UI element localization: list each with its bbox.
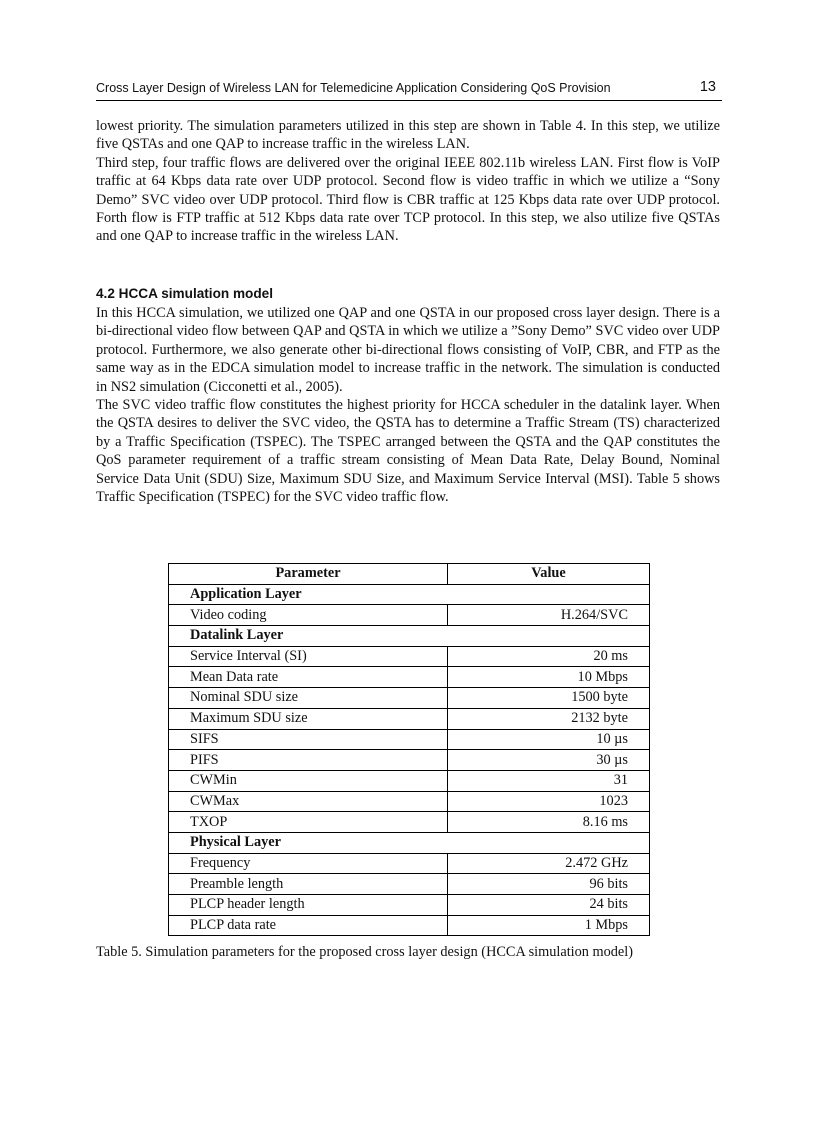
value-cell: 1023 [448, 791, 650, 812]
table-row [169, 853, 650, 874]
table-row [169, 646, 650, 667]
table-row [169, 874, 650, 895]
table-row [169, 708, 650, 729]
value-cell: 24 bits [448, 895, 650, 916]
section-body-text [96, 304, 720, 506]
value-cell: 30 µs [448, 750, 650, 771]
table-row [169, 750, 650, 771]
paragraph: In this HCCA simulation, we utilized one QAP and one QSTA in our proposed cross layer design. There is a bi-directional video flow between QAP and QSTA in which we utilize a ”Sony Demo” SVC video over UDP protocol. Furthermore, we also generate other bi-directional flows consisting of VoIP, CBR, and FTP as the same way as in the EDCA simulation model to increase traffic in the network. The simulation is conducted in NS2 simulation (Cicconetti et al., 2005). [96, 305, 720, 395]
parameter-cell: PLCP header length [169, 895, 448, 916]
value-cell: 96 bits [448, 874, 650, 895]
parameter-cell: Video coding [169, 605, 448, 626]
table-row [169, 729, 650, 750]
parameter-cell: SIFS [169, 729, 448, 750]
parameter-cell: Mean Data rate [169, 667, 448, 688]
table-row [169, 812, 650, 833]
table-row [169, 667, 650, 688]
parameter-cell: PLCP data rate [169, 915, 448, 936]
table-section-row [169, 626, 650, 647]
parameter-table-container [168, 563, 649, 936]
value-cell: 20 ms [448, 646, 650, 667]
table-header-row [169, 564, 650, 585]
parameter-cell: PIFS [169, 750, 448, 771]
section-label-cell: Datalink Layer [169, 626, 650, 647]
value-cell: 31 [448, 770, 650, 791]
value-cell: 1 Mbps [448, 915, 650, 936]
table-row [169, 895, 650, 916]
running-header [96, 80, 722, 101]
table-row [169, 770, 650, 791]
column-header-parameter: Parameter [169, 564, 448, 585]
table-section-row [169, 584, 650, 605]
paragraph: lowest priority. The simulation parameters utilized in this step are shown in Table 4. In this step, we utilize five QSTAs and one QAP to increase traffic in the wireless LAN. [96, 118, 720, 153]
paragraph: The SVC video traffic flow constitutes the highest priority for HCCA scheduler in the datalink layer. When the QSTA desires to deliver the SVC video, the QSTA has to determine a Traffic Stream (TS) characterized by a Traffic Specification (TSPEC). The TSPEC arranged between the QSTA and the QAP constitutes the QoS parameter requirement of a traffic stream consisting of Mean Data Rate, Delay Bound, Nominal Service Data Unit (SDU) Size, Maximum SDU Size, and Maximum Service Interval (MSI). Table 5 shows Traffic Specification (TSPEC) for the SVC video traffic flow. [96, 397, 720, 506]
body-text-top [96, 117, 720, 246]
table-body [169, 584, 650, 936]
value-cell: H.264/SVC [448, 605, 650, 626]
column-header-value: Value [448, 564, 650, 585]
page-number: 13 [699, 79, 716, 95]
value-cell: 1500 byte [448, 688, 650, 709]
value-cell: 10 µs [448, 729, 650, 750]
section-heading: 4.2 HCCA simulation model [96, 286, 273, 301]
value-cell: 2132 byte [448, 708, 650, 729]
parameter-cell: Service Interval (SI) [169, 646, 448, 667]
table-row [169, 605, 650, 626]
value-cell: 8.16 ms [448, 812, 650, 833]
parameter-cell: Maximum SDU size [169, 708, 448, 729]
value-cell: 2.472 GHz [448, 853, 650, 874]
table-row [169, 791, 650, 812]
paragraph: Third step, four traffic flows are delivered over the original IEEE 802.11b wireless LAN. First flow is VoIP traffic at 64 Kbps data rate over UDP protocol. Second flow is video traffic in which we utilize a “Sony Demo” SVC video over UDP protocol. Third flow is CBR traffic at 125 Kbps data rate over UDP protocol. Forth flow is FTP traffic at 512 Kbps data rate over TCP protocol. In this step, we also utilize five QSTAs and one QAP to increase traffic in the wireless LAN. [96, 154, 720, 245]
parameter-cell: CWMin [169, 770, 448, 791]
section-label-cell: Physical Layer [169, 832, 650, 853]
parameter-cell: TXOP [169, 812, 448, 833]
section-label-cell: Application Layer [169, 584, 650, 605]
table-row [169, 688, 650, 709]
value-cell: 10 Mbps [448, 667, 650, 688]
running-header-title: Cross Layer Design of Wireless LAN for Telemedicine Application Considering QoS Provision [96, 81, 611, 95]
table-caption: Table 5. Simulation parameters for the proposed cross layer design (HCCA simulation model) [96, 944, 634, 960]
table-row [169, 915, 650, 936]
parameter-table [168, 563, 650, 936]
parameter-cell: CWMax [169, 791, 448, 812]
parameter-cell: Nominal SDU size [169, 688, 448, 709]
parameter-cell: Frequency [169, 853, 448, 874]
parameter-cell: Preamble length [169, 874, 448, 895]
table-section-row [169, 832, 650, 853]
